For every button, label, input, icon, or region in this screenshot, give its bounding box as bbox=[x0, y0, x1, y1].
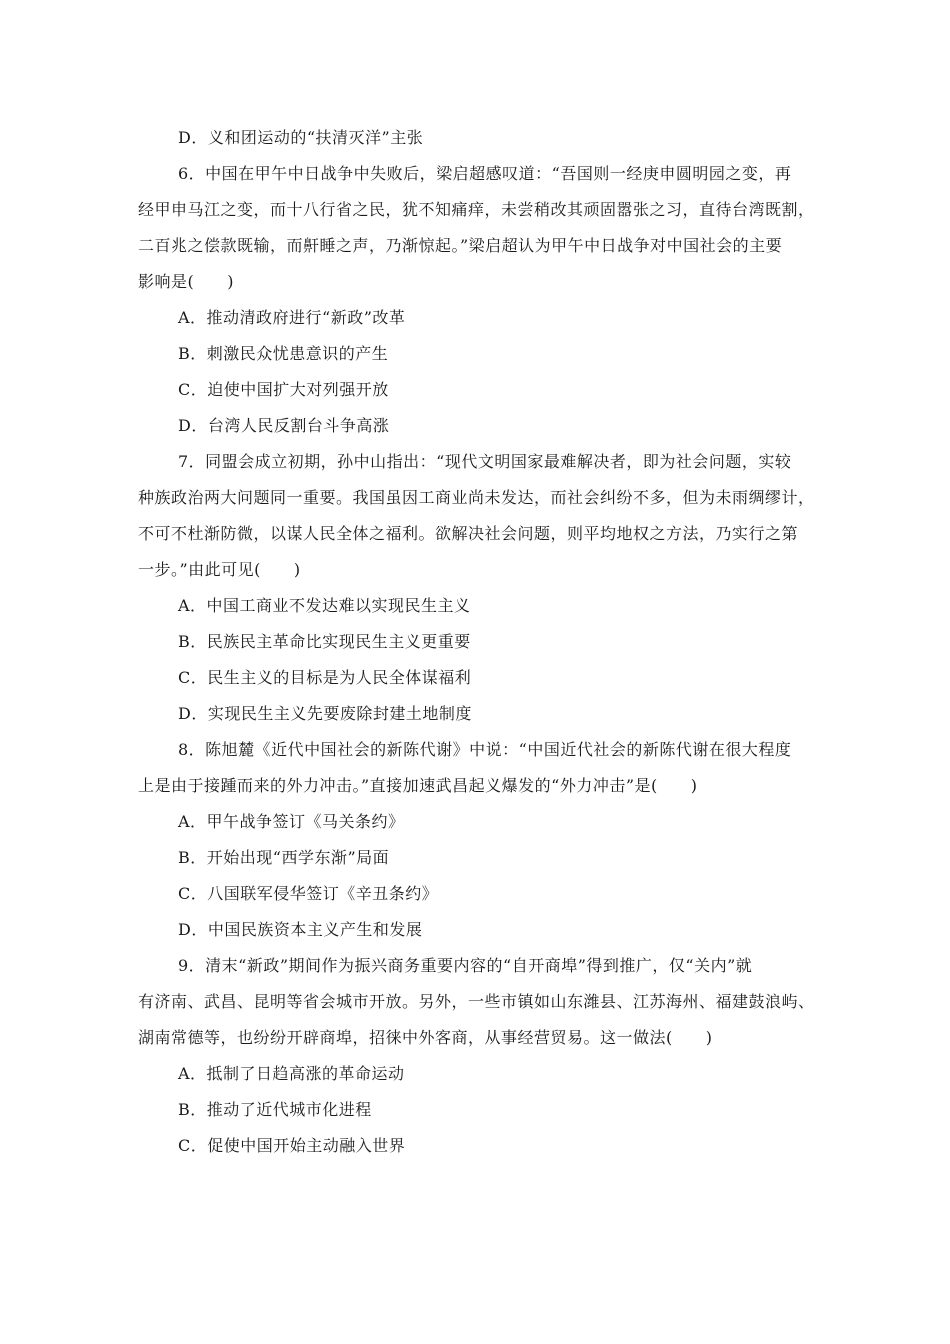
question-stem-line: 不可不杜渐防微，以谋人民全体之福利。欲解决社会问题，则平均地权之方法，乃实行之第 bbox=[138, 524, 799, 543]
question-stem-line: 种族政治两大问题同一重要。我国虽因工商业尚未发达，而社会纠纷不多，但为未雨绸缪计， bbox=[138, 488, 815, 507]
question-q9 bbox=[138, 948, 818, 1164]
answer-option: C．八国联军侵华签订《辛丑条约》 bbox=[178, 884, 439, 903]
answer-option: C．民生主义的目标是为人民全体谋福利 bbox=[178, 668, 472, 687]
answer-option: C．促使中国开始主动融入世界 bbox=[178, 1136, 406, 1155]
question-q8 bbox=[138, 732, 818, 948]
question-q7 bbox=[138, 444, 818, 732]
question-q6 bbox=[138, 156, 818, 444]
question-stem-line: 9．清末“新政”期间作为振兴商务重要内容的“自开商埠”得到推广，仅“关内”就 bbox=[178, 956, 753, 975]
answer-option: A．抵制了日趋高涨的革命运动 bbox=[178, 1064, 405, 1083]
answer-option: B．刺激民众忧患意识的产生 bbox=[178, 344, 389, 363]
answer-option: A．推动清政府进行“新政”改革 bbox=[178, 308, 406, 327]
answer-option: D．实现民生主义先要废除封建土地制度 bbox=[178, 704, 472, 723]
answer-option: B．民族民主革命比实现民生主义更重要 bbox=[178, 632, 471, 651]
question-stem-line: 经甲申马江之变，而十八行省之民，犹不知痛痒，未尝稍改其顽固嚣张之习，直待台湾既割， bbox=[138, 200, 815, 219]
question-stem-line: 8．陈旭麓《近代中国社会的新陈代谢》中说：“中国近代社会的新陈代谢在很大程度 bbox=[178, 740, 792, 759]
question-stem-line: 湖南常德等，也纷纷开辟商埠，招徕中外客商，从事经营贸易。这一做法( ) bbox=[138, 1028, 713, 1047]
question-list bbox=[138, 120, 818, 1164]
answer-option: D．中国民族资本主义产生和发展 bbox=[178, 920, 423, 939]
answer-option: C．迫使中国扩大对列强开放 bbox=[178, 380, 389, 399]
question-q5-tail bbox=[138, 120, 818, 156]
answer-option: D．义和团运动的“扶清灭洋”主张 bbox=[178, 128, 424, 147]
answer-option: D．台湾人民反割台斗争高涨 bbox=[178, 416, 390, 435]
answer-option: A．中国工商业不发达难以实现民生主义 bbox=[178, 596, 471, 615]
question-stem-line: 影响是( ) bbox=[138, 272, 234, 291]
answer-option: A．甲午战争签订《马关条约》 bbox=[178, 812, 405, 831]
answer-option: B．推动了近代城市化进程 bbox=[178, 1100, 372, 1119]
answer-option: B．开始出现“西学东渐”局面 bbox=[178, 848, 390, 867]
question-stem-line: 6．中国在甲午中日战争中失败后，梁启超感叹道：“吾国则一经庚申圆明园之变，再 bbox=[178, 164, 792, 183]
question-stem-line: 7．同盟会成立初期，孙中山指出：“现代文明国家最难解决者，即为社会问题，实较 bbox=[178, 452, 792, 471]
question-stem-line: 上是由于接踵而来的外力冲击。”直接加速武昌起义爆发的“外力冲击”是( ) bbox=[138, 776, 698, 795]
question-stem-line: 有济南、武昌、昆明等省会城市开放。另外，一些市镇如山东潍县、江苏海州、福建鼓浪屿、 bbox=[138, 992, 815, 1011]
question-stem-line: 一步。”由此可见( ) bbox=[138, 560, 301, 579]
question-stem-line: 二百兆之偿款既输，而鼾睡之声，乃渐惊起。”梁启超认为甲午中日战争对中国社会的主要 bbox=[138, 236, 783, 255]
